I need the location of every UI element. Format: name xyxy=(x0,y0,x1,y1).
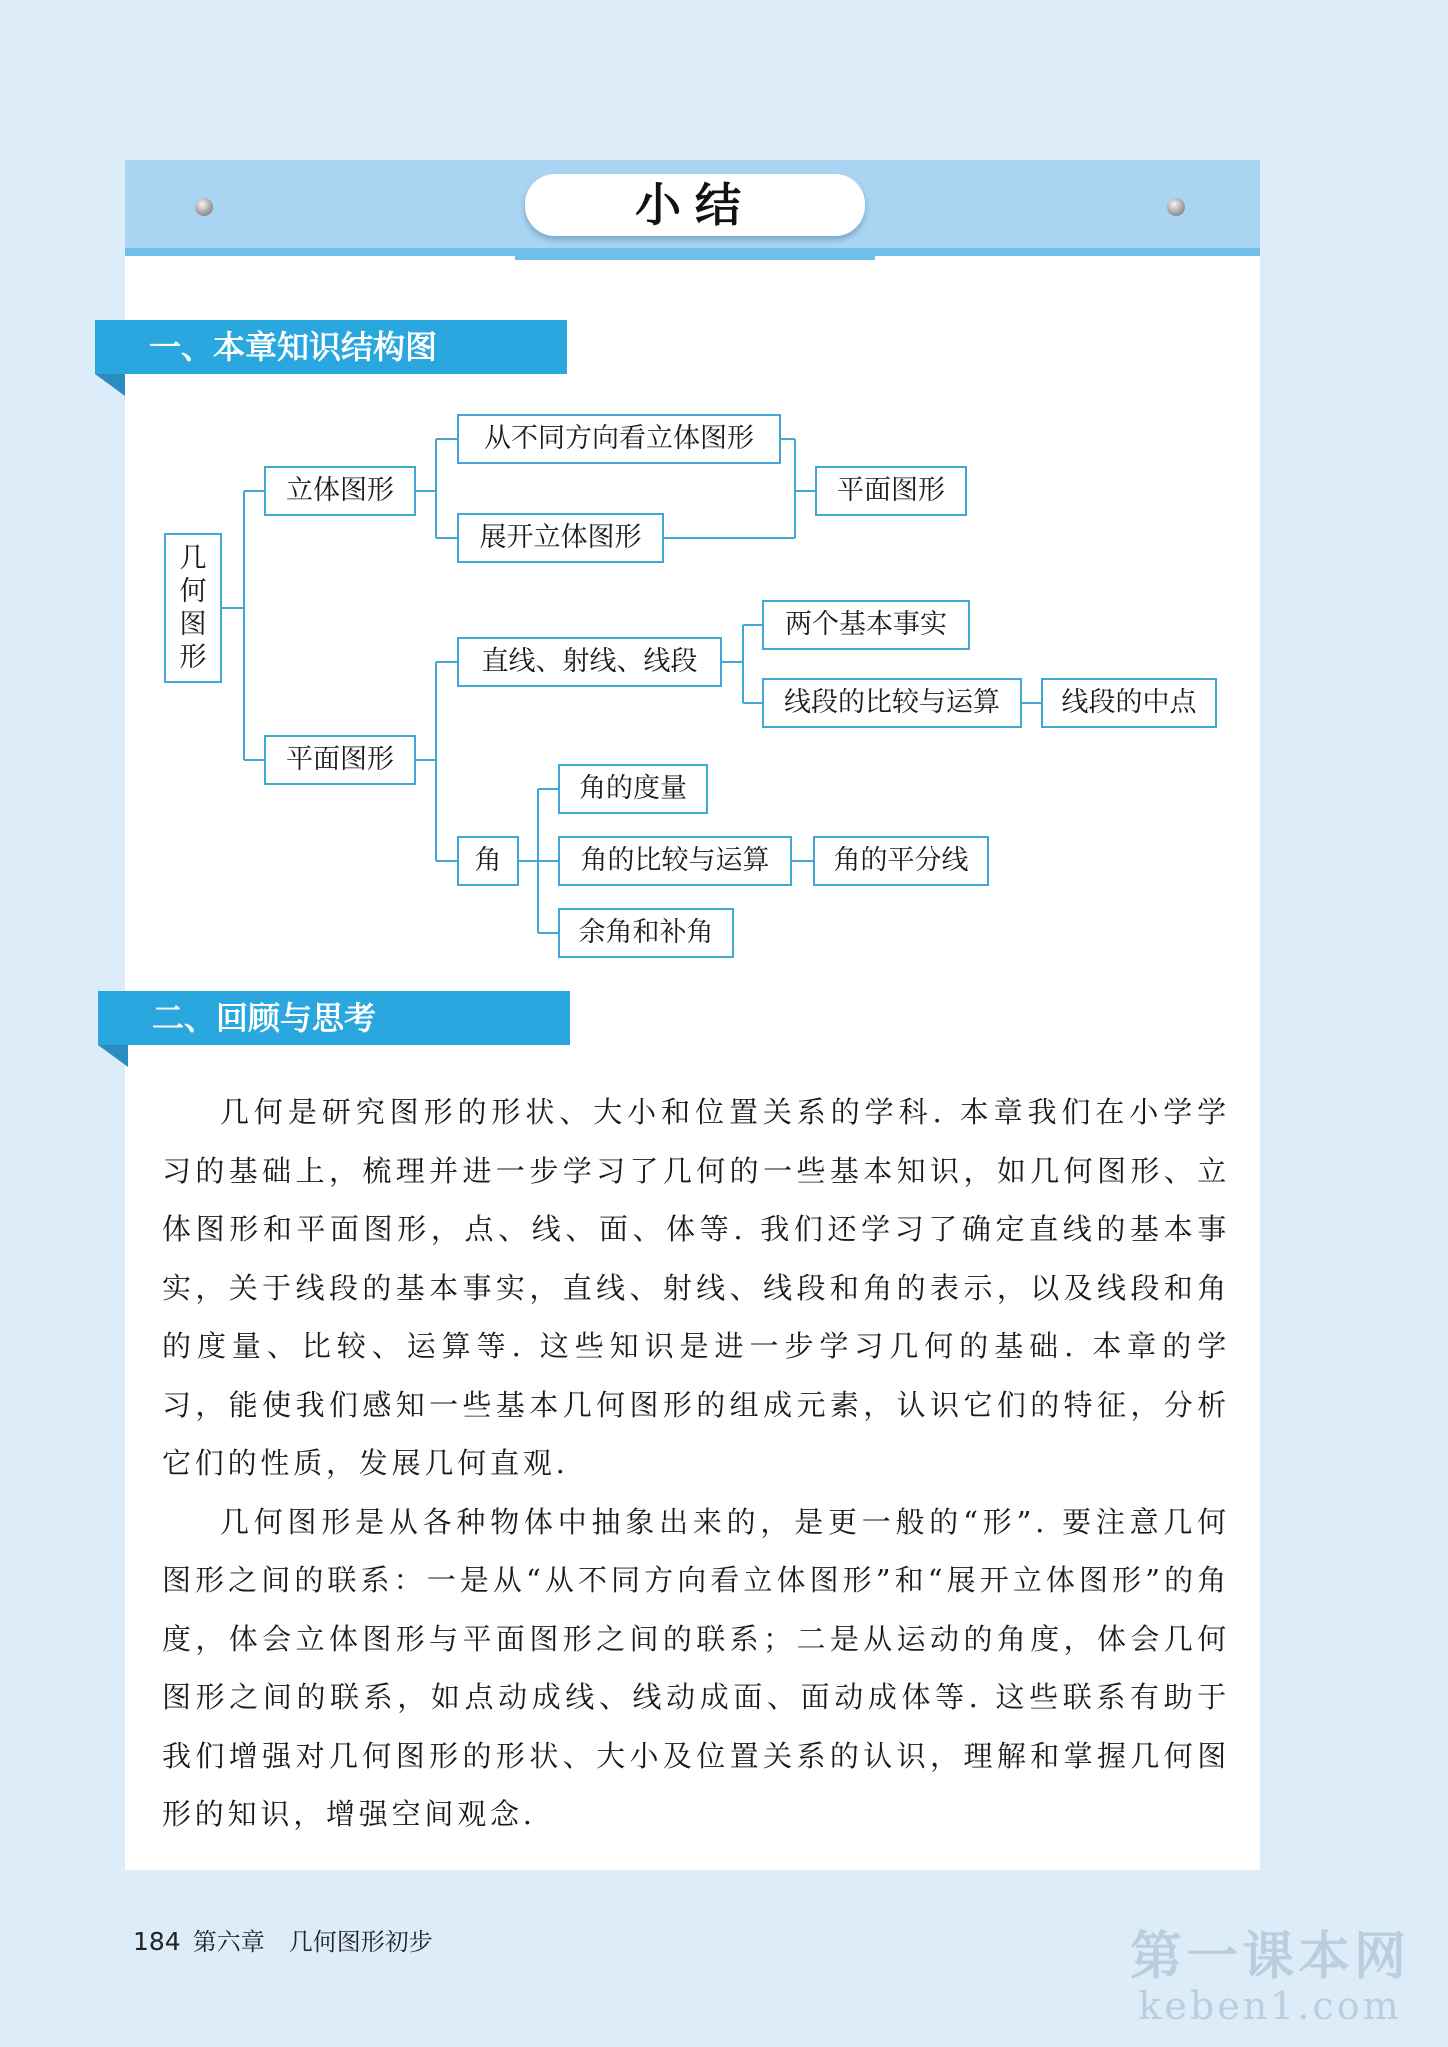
node-angle: 角 xyxy=(457,836,519,886)
node-segment-compare: 线段的比较与运算 xyxy=(762,678,1022,728)
node-angle-bisector: 角的平分线 xyxy=(813,836,989,886)
review-text xyxy=(162,1083,1230,1844)
node-view-solid: 从不同方向看立体图形 xyxy=(457,414,781,464)
node-root-char: 图 xyxy=(179,609,207,640)
chapter-label: 第六章 几何图形初步 xyxy=(192,1928,433,1956)
node-solid-figures: 立体图形 xyxy=(264,466,416,516)
watermark-url: keben1.com xyxy=(1138,1984,1402,2028)
watermark-title: 第一课本网 xyxy=(1129,1927,1410,1987)
banner-fold-2 xyxy=(98,1045,128,1067)
section-title-structure: 一、本章知识结构图 xyxy=(95,320,567,374)
page-title: 小结 xyxy=(525,174,865,236)
node-two-basic-facts: 两个基本事实 xyxy=(762,600,970,650)
review-paragraph-1: 几何是研究图形的形状、大小和位置关系的学科. 本章我们在小学学习的基础上，梳理并进一步学习了几何的一些基本知识，如几何图形、立体图形和平面图形，点、线、面、体等. 我们还学习了确定直线的基本事实，关于线段的基本事实，直线、射线、线段和角的表示，以及线段和角的度量、比较、运算等. 这些知识是进一步学习几何的基础. 本章的学习，能使我们感知一些基本几何图形的组成元素，认识它们的特征，分析它们的性质，发展几何直观. xyxy=(162,1095,1230,1480)
node-segment-midpoint: 线段的中点 xyxy=(1041,678,1217,728)
node-unfold-solid: 展开立体图形 xyxy=(457,513,664,563)
node-root-char: 几 xyxy=(179,543,207,574)
node-geometric-figures xyxy=(164,533,222,683)
node-root-char: 形 xyxy=(179,642,207,673)
node-lines-rays-segments: 直线、射线、线段 xyxy=(457,637,722,687)
node-angle-compare: 角的比较与运算 xyxy=(558,836,792,886)
page-number: 184 xyxy=(133,1927,181,1956)
review-paragraph-2: 几何图形是从各种物体中抽象出来的，是更一般的“形”. 要注意几何图形之间的联系：一是从“从不同方向看立体图形”和“展开立体图形”的角度，体会立体图形与平面图形之间的联系；二是从运动的角度，体会几何图形之间的联系，如点动成线、线动成面、面动成体等. 这些联系有助于我们增强对几何图形的形状、大小及位置关系的认识，理解和掌握几何图形的知识，增强空间观念. xyxy=(162,1504,1230,1831)
section-title-review: 二、回顾与思考 xyxy=(98,991,570,1045)
node-plane-result: 平面图形 xyxy=(815,466,967,516)
node-complementary-supplementary: 余角和补角 xyxy=(558,908,734,958)
node-plane-figures: 平面图形 xyxy=(264,735,416,785)
node-angle-measure: 角的度量 xyxy=(558,764,708,814)
site-watermark xyxy=(1130,1928,1410,2026)
node-root-char: 何 xyxy=(179,576,207,607)
page-footer xyxy=(133,1922,433,1957)
